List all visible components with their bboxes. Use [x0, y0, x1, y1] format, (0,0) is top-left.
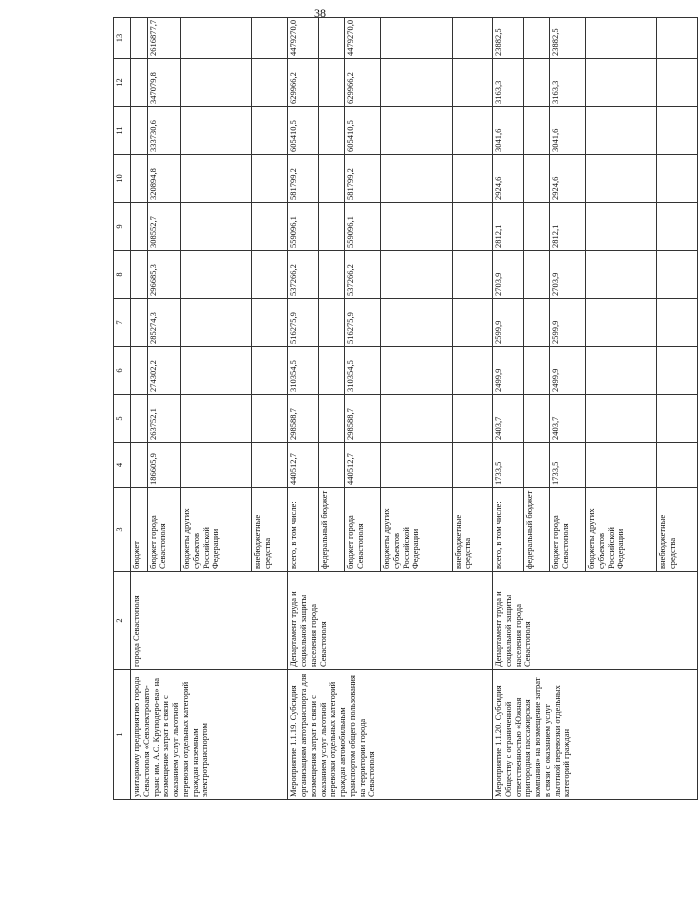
value-cell: 296685,3 — [147, 251, 180, 299]
value-cell — [586, 18, 657, 59]
value-cell — [381, 107, 452, 155]
funding-source-cell: бюджеты других субъектов Российской Федерации — [181, 488, 252, 572]
executor-cell: Департамент труда и социальной защиты населения города Севастополя — [493, 572, 698, 670]
value-cell: 320894,8 — [147, 155, 180, 203]
value-cell — [524, 395, 550, 443]
funding-source-cell: внебюджетные средства — [657, 488, 698, 572]
value-cell — [657, 59, 698, 107]
value-cell: 516275,9 — [288, 299, 319, 347]
value-cell: 581799,2 — [345, 155, 381, 203]
value-cell — [452, 299, 493, 347]
value-cell — [586, 395, 657, 443]
column-header: 13 — [114, 18, 131, 59]
value-cell — [319, 299, 345, 347]
funding-source-cell: бюджет города Севастополя — [550, 488, 586, 572]
value-cell — [586, 299, 657, 347]
value-cell — [181, 155, 252, 203]
value-cell — [181, 18, 252, 59]
value-cell — [452, 347, 493, 395]
funding-source-cell: внебюджетные средства — [452, 488, 493, 572]
value-cell: 559096,1 — [288, 203, 319, 251]
value-cell — [657, 18, 698, 59]
value-cell: 2703,9 — [550, 251, 586, 299]
value-cell — [181, 299, 252, 347]
value-cell — [252, 203, 288, 251]
table-row — [288, 18, 319, 800]
value-cell — [524, 155, 550, 203]
column-header: 8 — [114, 251, 131, 299]
column-header: 6 — [114, 347, 131, 395]
column-header: 11 — [114, 107, 131, 155]
value-cell — [381, 203, 452, 251]
column-header: 5 — [114, 395, 131, 443]
value-cell — [381, 299, 452, 347]
value-cell — [524, 443, 550, 488]
value-cell: 559096,1 — [345, 203, 381, 251]
value-cell — [319, 107, 345, 155]
rotated-table-container — [113, 20, 698, 800]
value-cell — [657, 155, 698, 203]
value-cell — [586, 155, 657, 203]
budget-table — [113, 17, 698, 800]
measure-name-cell: унитарному предприятию города Севастополя «Севэлектроавто-транс им. А.С. Круподеро-ва» на возмещение затрат в связи с оказанием услуг льготной перевозки отдельных категорий граждан наземным электротранспортом — [131, 670, 288, 800]
column-header: 12 — [114, 59, 131, 107]
funding-source-cell: внебюджетные средства — [252, 488, 288, 572]
value-cell — [381, 395, 452, 443]
value-cell — [657, 251, 698, 299]
value-cell: 3163,3 — [550, 59, 586, 107]
value-cell: 2924,6 — [493, 155, 524, 203]
value-cell — [452, 155, 493, 203]
value-cell — [319, 395, 345, 443]
value-cell: 308552,7 — [147, 203, 180, 251]
value-cell — [131, 155, 148, 203]
value-cell — [586, 107, 657, 155]
value-cell — [252, 395, 288, 443]
value-cell — [181, 59, 252, 107]
value-cell: 333730,6 — [147, 107, 180, 155]
value-cell — [252, 443, 288, 488]
value-cell: 3041,6 — [550, 107, 586, 155]
column-header: 1 — [114, 670, 131, 800]
value-cell — [586, 443, 657, 488]
funding-source-cell: бюджет — [131, 488, 148, 572]
value-cell — [131, 18, 148, 59]
value-cell: 537266,2 — [288, 251, 319, 299]
value-cell: 3041,6 — [493, 107, 524, 155]
value-cell — [452, 107, 493, 155]
value-cell: 274302,2 — [147, 347, 180, 395]
value-cell: 2403,7 — [550, 395, 586, 443]
value-cell — [131, 347, 148, 395]
value-cell — [319, 347, 345, 395]
column-header: 4 — [114, 443, 131, 488]
value-cell — [657, 443, 698, 488]
value-cell — [381, 347, 452, 395]
value-cell — [524, 59, 550, 107]
value-cell — [381, 251, 452, 299]
value-cell — [131, 107, 148, 155]
value-cell: 2812,1 — [550, 203, 586, 251]
value-cell — [381, 59, 452, 107]
funding-source-cell: федеральный бюджет — [319, 488, 345, 572]
measure-name-cell: Мероприятие 1.1.19. Субсидия организациям автотранспорта для возмещения затрат в связи с оказанием услуг льготной перевозки отдельных категорий граждан автомобильным транспортом общего пользования на территории города Севастополя — [288, 670, 493, 800]
value-cell — [452, 59, 493, 107]
value-cell: 4479270,0 — [288, 18, 319, 59]
value-cell — [131, 203, 148, 251]
value-cell: 310354,5 — [345, 347, 381, 395]
value-cell: 3163,3 — [493, 59, 524, 107]
value-cell — [319, 18, 345, 59]
value-cell — [319, 155, 345, 203]
value-cell: 2403,7 — [493, 395, 524, 443]
value-cell — [131, 59, 148, 107]
table-row — [131, 18, 148, 800]
value-cell: 516275,9 — [345, 299, 381, 347]
value-cell — [319, 203, 345, 251]
value-cell: 23882,5 — [493, 18, 524, 59]
value-cell — [319, 251, 345, 299]
value-cell — [381, 443, 452, 488]
value-cell — [524, 299, 550, 347]
value-cell — [586, 251, 657, 299]
column-header: 2 — [114, 572, 131, 670]
value-cell — [252, 347, 288, 395]
value-cell: 186605,9 — [147, 443, 180, 488]
value-cell — [319, 443, 345, 488]
funding-source-cell: всего, в том числе: — [493, 488, 524, 572]
column-number-row — [114, 18, 131, 800]
value-cell — [657, 347, 698, 395]
funding-source-cell: бюджеты других субъектов Российской Федерации — [381, 488, 452, 572]
value-cell — [131, 251, 148, 299]
funding-source-cell: бюджет города Севастополя — [147, 488, 180, 572]
value-cell — [657, 395, 698, 443]
value-cell — [252, 299, 288, 347]
value-cell — [252, 59, 288, 107]
executor-cell: города Севастополя — [131, 572, 288, 670]
funding-source-cell: бюджет города Севастополя — [345, 488, 381, 572]
value-cell — [131, 443, 148, 488]
value-cell — [657, 203, 698, 251]
value-cell: 2599,9 — [550, 299, 586, 347]
value-cell — [381, 18, 452, 59]
value-cell — [181, 107, 252, 155]
value-cell — [452, 203, 493, 251]
column-header: 9 — [114, 203, 131, 251]
value-cell: 537266,2 — [345, 251, 381, 299]
value-cell: 285274,3 — [147, 299, 180, 347]
executor-cell: Департамент труда и социальной защиты населения города Севастополя — [288, 572, 493, 670]
value-cell: 2599,9 — [493, 299, 524, 347]
value-cell — [181, 443, 252, 488]
funding-source-cell: всего, в том числе: — [288, 488, 319, 572]
value-cell: 1733,5 — [493, 443, 524, 488]
value-cell: 4479270,0 — [345, 18, 381, 59]
column-header: 10 — [114, 155, 131, 203]
value-cell — [252, 251, 288, 299]
value-cell: 2703,9 — [493, 251, 524, 299]
value-cell — [524, 251, 550, 299]
value-cell — [524, 203, 550, 251]
value-cell — [252, 18, 288, 59]
value-cell: 263752,1 — [147, 395, 180, 443]
value-cell — [452, 395, 493, 443]
value-cell: 23882,5 — [550, 18, 586, 59]
measure-name-cell: Мероприятие 1.1.20. Субсидия Обществу с ограниченной ответственностью «Южная пригородная пассажирская компания» на возмещение затрат в связи с оказанием услуг льготной перевозки отдельных категорий граждан — [493, 670, 698, 800]
table-body — [131, 18, 698, 800]
value-cell: 1733,5 — [550, 443, 586, 488]
value-cell: 298588,7 — [288, 395, 319, 443]
value-cell — [657, 299, 698, 347]
value-cell — [381, 155, 452, 203]
value-cell — [524, 107, 550, 155]
value-cell: 2499,9 — [550, 347, 586, 395]
funding-source-cell: бюджеты других субъектов Российской Федерации — [586, 488, 657, 572]
value-cell — [524, 347, 550, 395]
value-cell — [181, 347, 252, 395]
value-cell: 605410,5 — [345, 107, 381, 155]
funding-source-cell: федеральный бюджет — [524, 488, 550, 572]
value-cell — [452, 251, 493, 299]
value-cell: 629966,2 — [345, 59, 381, 107]
value-cell: 2924,6 — [550, 155, 586, 203]
value-cell: 2616877,7 — [147, 18, 180, 59]
value-cell: 2499,9 — [493, 347, 524, 395]
value-cell — [657, 107, 698, 155]
value-cell: 629966,2 — [288, 59, 319, 107]
value-cell — [586, 203, 657, 251]
column-header: 3 — [114, 488, 131, 572]
value-cell: 310354,5 — [288, 347, 319, 395]
value-cell — [452, 443, 493, 488]
value-cell — [319, 59, 345, 107]
value-cell: 347079,8 — [147, 59, 180, 107]
value-cell — [181, 203, 252, 251]
value-cell — [586, 347, 657, 395]
page-number: 38 — [314, 6, 326, 20]
value-cell: 298588,7 — [345, 395, 381, 443]
value-cell — [181, 251, 252, 299]
value-cell: 581799,2 — [288, 155, 319, 203]
column-header: 7 — [114, 299, 131, 347]
value-cell: 605410,5 — [288, 107, 319, 155]
value-cell — [524, 18, 550, 59]
value-cell: 440512,7 — [345, 443, 381, 488]
value-cell — [452, 18, 493, 59]
value-cell — [586, 59, 657, 107]
value-cell — [181, 395, 252, 443]
value-cell: 440512,7 — [288, 443, 319, 488]
value-cell — [131, 299, 148, 347]
value-cell: 2812,1 — [493, 203, 524, 251]
value-cell — [131, 395, 148, 443]
value-cell — [252, 107, 288, 155]
value-cell — [252, 155, 288, 203]
table-row — [493, 18, 524, 800]
